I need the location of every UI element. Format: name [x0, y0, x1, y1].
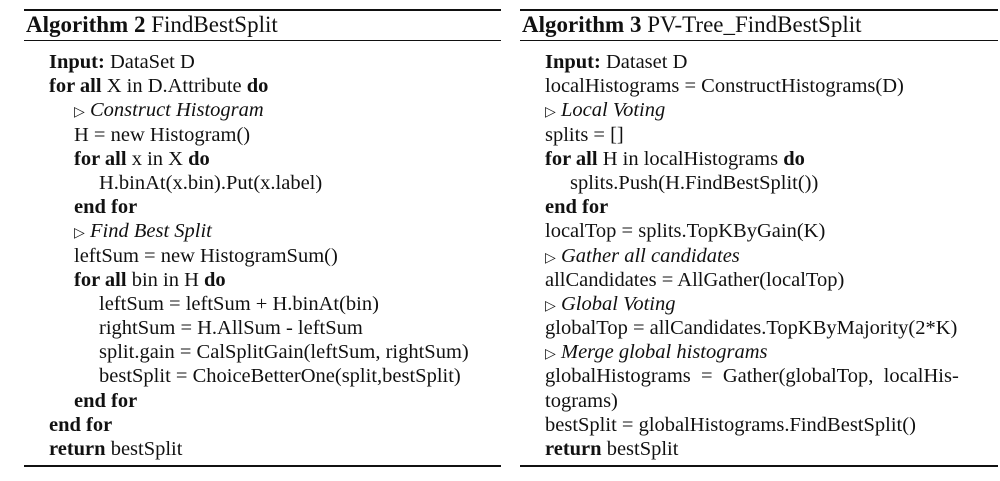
code-text: bestSplit = globalHistograms.FindBestSplit() [545, 413, 916, 436]
code-text: splits.Push(H.FindBestSplit()) [570, 171, 819, 194]
algorithm-number: Algorithm 2 [26, 12, 146, 37]
code-line [24, 340, 501, 364]
code-line [520, 389, 998, 413]
algorithm-number: Algorithm 3 [522, 12, 642, 37]
code-line [24, 171, 501, 195]
code-line [24, 195, 501, 219]
code-line [24, 413, 501, 437]
code-line [520, 219, 998, 243]
comment-triangle-icon: ▷ [74, 226, 85, 242]
code-line [24, 364, 501, 388]
code-text: H.binAt(x.bin).Put(x.label) [99, 171, 323, 194]
algorithm-body [24, 41, 501, 461]
keyword: for all [545, 147, 598, 170]
keyword: end for [545, 196, 609, 219]
code-line [520, 171, 998, 195]
code-line [520, 123, 998, 147]
keyword: return [545, 438, 602, 460]
code-text: x in X [126, 147, 189, 170]
code-text: splits = [] [545, 123, 624, 146]
code-text: leftSum = leftSum + H.binAt(bin) [99, 292, 379, 315]
keyword: for all [74, 268, 127, 291]
code-line [24, 316, 501, 340]
comment-triangle-icon: ▷ [545, 105, 556, 121]
code-line [24, 219, 501, 243]
bottom-rule [24, 465, 501, 467]
keyword: for all [49, 75, 102, 98]
keyword: end for [74, 389, 138, 412]
code-text: H in localHistograms [597, 147, 784, 170]
code-line [520, 316, 998, 340]
algorithm-caption [24, 11, 501, 40]
keyword: return [49, 438, 106, 460]
code-line [520, 50, 998, 74]
code-text: split.gain = CalSplitGain(leftSum, rightSum) [99, 341, 469, 364]
comment-text: Merge global histograms [561, 341, 768, 364]
keyword: do [246, 75, 269, 98]
code-line [520, 244, 998, 268]
comment-triangle-icon: ▷ [545, 347, 556, 363]
keyword: do [204, 268, 226, 291]
comment-triangle-icon: ▷ [545, 250, 556, 266]
comment-triangle-icon: ▷ [545, 298, 556, 314]
code-text: rightSum = H.AllSum - leftSum [99, 317, 363, 340]
algorithm-3-block [520, 0, 998, 461]
code-line [24, 244, 501, 268]
code-text: bestSplit [105, 438, 183, 460]
keyword: for all [74, 147, 127, 170]
code-line [520, 364, 998, 388]
code-text: globalHistograms = Gather(globalTop, localHis- [545, 365, 959, 388]
code-line [24, 74, 501, 98]
code-text: X in D.Attribute [101, 75, 247, 98]
comment-text: Gather all candidates [561, 244, 740, 267]
keyword: Input: [49, 51, 105, 73]
code-line [24, 389, 501, 413]
keyword: do [783, 147, 805, 170]
comment-triangle-icon: ▷ [74, 105, 85, 121]
keyword: Input: [545, 51, 601, 73]
code-line [520, 74, 998, 98]
code-text: bestSplit = ChoiceBetterOne(split,bestSplit) [99, 365, 461, 388]
algorithm-caption [520, 11, 998, 40]
code-line [520, 340, 998, 364]
keyword: do [188, 147, 210, 170]
code-line [520, 98, 998, 122]
code-text: allCandidates = AllGather(localTop) [545, 268, 845, 291]
code-text: bin in H [126, 268, 205, 291]
code-line [520, 292, 998, 316]
algorithm-name: PV-Tree_FindBestSplit [647, 12, 862, 37]
code-line [24, 50, 501, 74]
code-line [520, 437, 998, 461]
code-text: bestSplit [601, 438, 679, 460]
code-line [520, 147, 998, 171]
code-text: DataSet D [104, 51, 195, 73]
code-text: localHistograms = ConstructHistograms(D) [545, 75, 904, 98]
comment-text: Construct Histogram [90, 99, 264, 122]
code-line [24, 437, 501, 461]
keyword: end for [74, 196, 138, 219]
comment-text: Global Voting [561, 292, 676, 315]
algorithm-2-block [24, 0, 501, 461]
code-text: tograms) [545, 389, 618, 412]
code-text: leftSum = new HistogramSum() [74, 244, 338, 267]
code-text: Dataset D [600, 51, 688, 73]
code-line [520, 413, 998, 437]
comment-text: Find Best Split [90, 220, 212, 243]
code-line [24, 292, 501, 316]
algorithm-name: FindBestSplit [151, 12, 278, 37]
code-text: H = new Histogram() [74, 123, 251, 146]
code-text: localTop = splits.TopKByGain(K) [545, 220, 826, 243]
code-text: globalTop = allCandidates.TopKByMajority(2*K) [545, 317, 958, 340]
code-line [24, 147, 501, 171]
code-line [520, 195, 998, 219]
code-line [24, 123, 501, 147]
code-line [520, 268, 998, 292]
keyword: end for [49, 413, 113, 436]
comment-text: Local Voting [561, 99, 666, 122]
code-line [24, 98, 501, 122]
code-line [24, 268, 501, 292]
bottom-rule [520, 465, 998, 467]
algorithm-body [520, 41, 998, 461]
